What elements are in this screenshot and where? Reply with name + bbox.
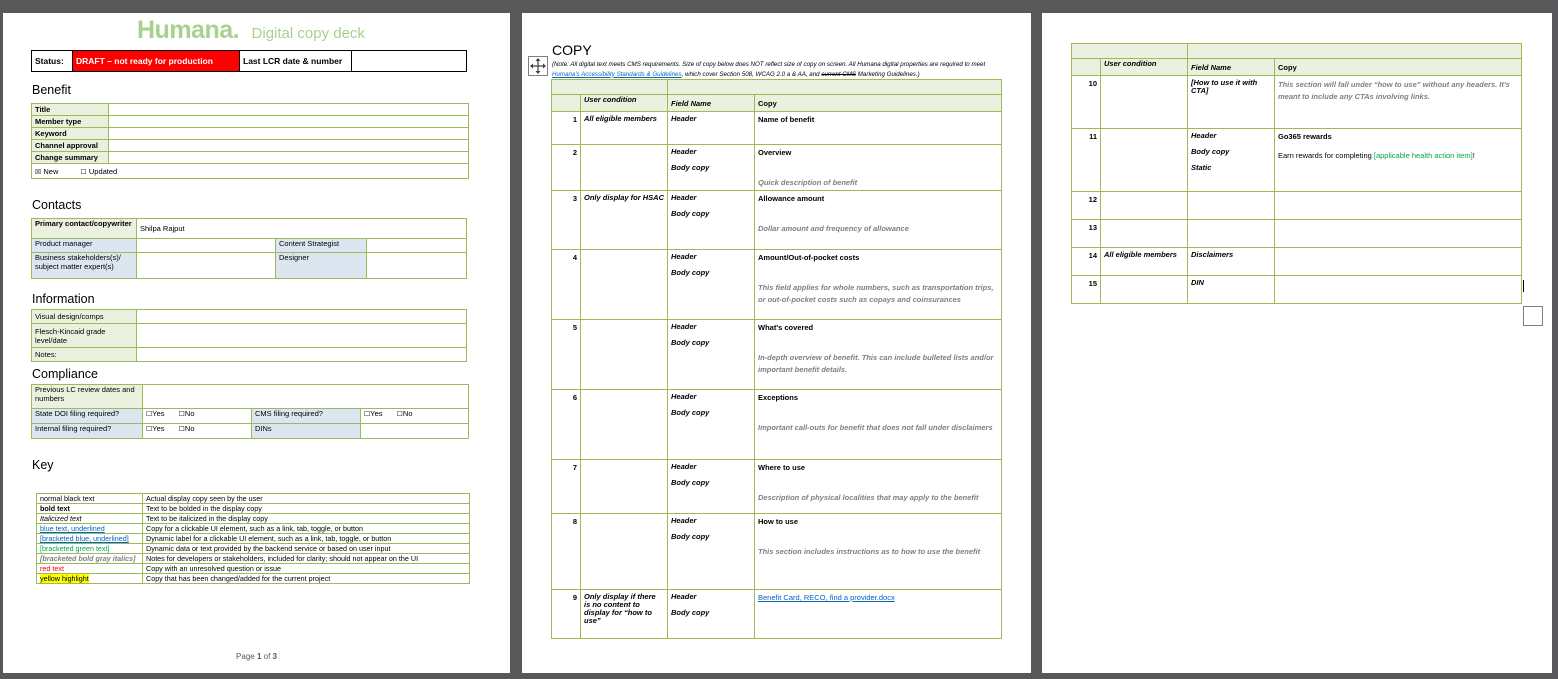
key-heading: Key	[32, 458, 54, 472]
field-name: Body copy	[671, 408, 710, 417]
dins-label: DINs	[252, 424, 361, 439]
cms-yes-checkbox[interactable]: ☐	[364, 410, 371, 418]
field-name: Header	[1191, 131, 1217, 140]
state-doi-label: State DOI filing required?	[32, 409, 143, 424]
field-name-cell[interactable]	[1188, 76, 1275, 129]
field-name: Body copy	[671, 338, 710, 347]
static-copy-text: !	[1472, 151, 1475, 160]
table-move-handle[interactable]	[528, 56, 548, 76]
user-condition-cell[interactable]	[1101, 129, 1188, 192]
page-label: Page	[236, 652, 257, 661]
field-name-cell[interactable]	[668, 590, 755, 639]
copy-cell[interactable]	[755, 250, 1002, 320]
key-description: Dynamic label for a clickable UI element, such as a link, tab, toggle, or button	[143, 534, 470, 544]
page-2	[522, 13, 1031, 673]
yes-label: Yes	[370, 409, 383, 418]
row-number: 9	[552, 590, 581, 639]
user-condition-cell[interactable]: All eligible members	[581, 112, 668, 145]
field-name: Header	[671, 462, 697, 471]
static-copy-text: Earn rewards for completing	[1278, 151, 1374, 160]
lcr-label: Last LCR date & number	[240, 51, 352, 72]
user-condition-cell[interactable]	[581, 514, 668, 590]
copy-cell[interactable]	[755, 191, 1002, 250]
user-condition-cell[interactable]: Only display if there is no content to display for “how to use”	[581, 590, 668, 639]
key-row	[37, 554, 470, 564]
copy-title: Name of benefit	[758, 115, 815, 124]
user-condition-header: User condition	[1101, 59, 1188, 76]
page-number: 1	[256, 652, 262, 661]
field-name-cell[interactable]	[668, 320, 755, 390]
cms-label: CMS filing required?	[252, 409, 361, 424]
table-title-cell	[668, 80, 1002, 95]
benefit-row-value[interactable]	[109, 152, 469, 164]
updated-label: Updated	[88, 166, 118, 176]
user-condition-cell[interactable]	[1101, 276, 1188, 304]
text-cursor	[1523, 280, 1524, 292]
internal-filing-options	[143, 424, 252, 439]
page-of: of	[261, 652, 273, 661]
copy-row	[552, 250, 1002, 320]
user-condition-cell[interactable]	[1101, 192, 1188, 220]
key-row	[37, 564, 470, 574]
row-number: 11	[1072, 129, 1101, 192]
copy-title: Overview	[758, 148, 792, 157]
row-number: 1	[552, 112, 581, 145]
field-name-cell[interactable]	[1188, 220, 1275, 248]
copy-row	[552, 514, 1002, 590]
row-number: 12	[1072, 192, 1101, 220]
static-copy	[1278, 151, 1518, 160]
benefit-table	[31, 103, 469, 179]
copy-title: Allowance amount	[758, 194, 825, 203]
copy-cell[interactable]	[755, 514, 1002, 590]
copy-cell[interactable]	[1275, 220, 1522, 248]
primary-contact-value[interactable]: Shilpa Rajput	[137, 219, 467, 239]
key-row	[37, 514, 470, 524]
field-name: [How to use it with CTA]	[1191, 78, 1258, 95]
internal-yes-checkbox[interactable]: ☐	[146, 425, 153, 433]
benefit-row-value[interactable]	[109, 116, 469, 128]
information-row-label: Notes:	[32, 348, 137, 362]
copy-row	[552, 145, 1002, 191]
row-number: 2	[552, 145, 581, 191]
key-description: Copy for a clickable UI element, such as a link, tab, toggle, or button	[143, 524, 470, 534]
key-row	[37, 504, 470, 514]
benefit-row	[32, 116, 469, 128]
key-row	[37, 524, 470, 534]
field-name: Header	[671, 322, 697, 331]
row-number: 6	[552, 390, 581, 460]
key-style-sample: Italicized text	[37, 514, 143, 524]
benefit-row	[32, 128, 469, 140]
user-condition-cell[interactable]	[581, 250, 668, 320]
key-table	[36, 493, 470, 584]
yes-label: Yes	[152, 424, 165, 433]
key-description: Copy with an unresolved question or issue	[143, 564, 470, 574]
no-label: No	[184, 409, 195, 418]
copy-row	[552, 112, 1002, 145]
copy-cell[interactable]	[1275, 129, 1522, 192]
key-style-sample: blue text, underlined	[37, 524, 143, 534]
field-name-cell[interactable]	[668, 460, 755, 514]
doc-header	[137, 16, 365, 45]
key-style-sample	[37, 574, 143, 584]
content-strategist-label: Content Strategist	[276, 239, 367, 253]
field-name-cell[interactable]	[668, 390, 755, 460]
page-footer	[3, 652, 510, 661]
copy-row	[1072, 276, 1522, 304]
state-doi-options	[143, 409, 252, 424]
field-name: Body copy	[671, 209, 710, 218]
benefit-row-label: Channel approval	[32, 140, 109, 152]
user-condition-cell[interactable]: Only display for HSAC	[581, 191, 668, 250]
cms-no-checkbox[interactable]: ☐	[396, 410, 403, 418]
user-condition-header: User condition	[581, 95, 668, 112]
key-description: Copy that has been changed/added for the current project	[143, 574, 470, 584]
benefit-heading: Benefit	[32, 83, 71, 97]
field-name-cell[interactable]	[1188, 129, 1275, 192]
copy-table	[551, 79, 1002, 639]
previous-review-label: Previous LC review dates and numbers	[32, 385, 143, 409]
num-header	[1072, 59, 1101, 76]
primary-contact-label: Primary contact/copywriter	[32, 219, 137, 239]
key-style-sample: [bracketed green text]	[37, 544, 143, 554]
status-label: Status:	[32, 51, 73, 72]
doc-title: Digital copy deck	[251, 25, 365, 42]
new-label: New	[43, 166, 59, 176]
field-name: Body copy	[671, 163, 710, 172]
humana-logo: Humana.	[137, 16, 240, 44]
field-name-cell[interactable]	[668, 191, 755, 250]
benefit-row-value[interactable]	[109, 140, 469, 152]
table-title-cell	[1188, 44, 1522, 59]
copy-header: Copy	[1275, 59, 1522, 76]
contacts-table	[31, 218, 467, 279]
row-number: 5	[552, 320, 581, 390]
information-heading: Information	[32, 292, 95, 306]
copy-cell[interactable]	[755, 145, 1002, 191]
field-name-cell[interactable]	[668, 112, 755, 145]
key-description: Dynamic data or text provided by the backend service or based on user input	[143, 544, 470, 554]
field-name: Body copy	[671, 478, 710, 487]
copy-row	[552, 390, 1002, 460]
row-number: 4	[552, 250, 581, 320]
copy-note-strike: current CMS	[821, 70, 857, 78]
field-name: Header	[671, 114, 697, 123]
compliance-table	[31, 384, 469, 439]
field-name-header: Field Name	[668, 95, 755, 112]
user-condition-cell[interactable]	[581, 390, 668, 460]
information-row	[32, 310, 467, 324]
user-condition-cell[interactable]	[581, 320, 668, 390]
copy-note-gray: Description of physical localities that may apply to the benefit	[758, 493, 979, 502]
copy-row	[1072, 192, 1522, 220]
key-row	[37, 544, 470, 554]
key-style-sample: [bracketed bold gray italics]	[37, 554, 143, 564]
key-description: Text to be bolded in the display copy	[143, 504, 470, 514]
benefit-row	[32, 104, 469, 116]
table-resize-handle[interactable]	[1523, 306, 1543, 326]
copy-row	[552, 320, 1002, 390]
no-label: No	[184, 424, 195, 433]
copy-row	[552, 191, 1002, 250]
product-manager-value[interactable]	[137, 239, 276, 253]
user-condition-cell[interactable]	[581, 460, 668, 514]
key-style-sample: [bracketed blue, underlined]	[37, 534, 143, 544]
copy-title: Go365 rewards	[1278, 132, 1332, 141]
benefit-row-label: Member type	[32, 116, 109, 128]
field-name: DIN	[1191, 278, 1204, 287]
row-number: 8	[552, 514, 581, 590]
copy-row	[552, 460, 1002, 514]
status-table	[31, 50, 467, 72]
copy-note-text: , which cover Section 508, WCAG 2.0 a & AA, and	[681, 70, 822, 78]
field-name: Body copy	[671, 532, 710, 541]
information-table	[31, 309, 467, 362]
copy-row	[1072, 76, 1522, 129]
field-name: Header	[671, 147, 697, 156]
field-name: Header	[671, 592, 697, 601]
benefit-card-link[interactable]: Benefit Card, RECO, find a provider.docx	[758, 593, 895, 602]
copy-note-gray: This section includes instructions as to how to use the benefit	[758, 547, 981, 556]
benefit-row-value[interactable]	[109, 104, 469, 116]
copy-header: Copy	[755, 95, 1002, 112]
internal-filing-label: Internal filing required?	[32, 424, 143, 439]
internal-no-checkbox[interactable]: ☐	[178, 425, 185, 433]
field-name: Body copy	[1191, 147, 1230, 156]
benefit-new-updated	[32, 164, 469, 179]
user-condition-cell[interactable]	[1101, 220, 1188, 248]
copy-cell[interactable]	[1275, 248, 1522, 276]
field-name: Static	[1191, 163, 1212, 172]
key-style-sample: bold text	[37, 504, 143, 514]
dynamic-green-text: [applicable health action item]	[1373, 151, 1473, 160]
copy-note-gray: Dollar amount and frequency of allowance	[758, 224, 909, 233]
field-name: Header	[671, 252, 697, 261]
table-title-cell	[552, 80, 668, 95]
field-name-header: Field Name	[1188, 59, 1275, 76]
row-number: 14	[1072, 248, 1101, 276]
information-row	[32, 348, 467, 362]
field-name-cell[interactable]	[1188, 248, 1275, 276]
accessibility-link[interactable]: Humana's Accessibility Standards & Guidelines	[552, 70, 682, 78]
content-strategist-value[interactable]	[367, 239, 467, 253]
page-3	[1042, 13, 1552, 673]
copy-note-gray: Quick description of benefit	[758, 178, 858, 187]
field-name-cell[interactable]	[1188, 276, 1275, 304]
copy-row	[1072, 220, 1522, 248]
compliance-heading: Compliance	[32, 367, 99, 381]
field-name: Body copy	[671, 608, 710, 617]
row-number: 10	[1072, 76, 1101, 129]
copy-cell[interactable]	[1275, 192, 1522, 220]
user-condition-cell[interactable]	[581, 145, 668, 191]
key-style-sample: normal black text	[37, 494, 143, 504]
copy-cell[interactable]	[755, 320, 1002, 390]
copy-cell[interactable]	[755, 590, 1002, 639]
copy-title: How to use	[758, 517, 799, 526]
copy-note-gray: This section will fall under “how to use” without any headers. It's meant to include any CTAs involving links.	[1278, 80, 1510, 101]
benefit-row-value[interactable]	[109, 128, 469, 140]
designer-value[interactable]	[367, 253, 467, 279]
benefit-row-label: Keyword	[32, 128, 109, 140]
field-name: Header	[671, 516, 697, 525]
state-doi-yes-checkbox[interactable]: ☐	[146, 410, 153, 418]
stakeholders-label: Business stakeholders(s)/ subject matter expert(s)	[32, 253, 137, 279]
copy-row	[552, 590, 1002, 639]
table-title-cell	[1072, 44, 1188, 59]
benefit-row-label: Change summary	[32, 152, 109, 164]
copy-cell[interactable]	[755, 112, 1002, 145]
updated-checkbox[interactable]: ☐	[80, 167, 87, 176]
copy-row	[1072, 248, 1522, 276]
information-row-label: Flesch-Kincaid grade level/date	[32, 324, 137, 348]
designer-label: Designer	[276, 253, 367, 279]
field-name: Body copy	[671, 268, 710, 277]
key-style-sample: red text	[37, 564, 143, 574]
copy-title: Where to use	[758, 463, 806, 472]
page-1	[3, 13, 510, 673]
yes-label: Yes	[152, 409, 165, 418]
no-label: No	[402, 409, 413, 418]
field-name-cell[interactable]	[668, 250, 755, 320]
key-row	[37, 534, 470, 544]
copy-note-gray: Important call-outs for benefit that does not fall under disclaimers	[758, 423, 993, 432]
field-name-cell[interactable]	[1188, 192, 1275, 220]
copy-note-text: Marketing Guidelines.)	[856, 70, 920, 78]
status-value: DRAFT – not ready for production	[73, 51, 240, 72]
user-condition-cell[interactable]	[1101, 76, 1188, 129]
copy-table-continued	[1071, 43, 1522, 304]
copy-note-gray: This field applies for whole numbers, such as transportation trips, or out-of-pocket costs such as copays and coinsurances	[758, 283, 994, 304]
lcr-value[interactable]	[352, 51, 467, 72]
information-row-value[interactable]	[137, 324, 467, 348]
key-row	[37, 494, 470, 504]
contacts-heading: Contacts	[32, 198, 82, 212]
field-name: Header	[671, 193, 697, 202]
row-number: 15	[1072, 276, 1101, 304]
user-condition-cell[interactable]: All eligible members	[1101, 248, 1188, 276]
benefit-row	[32, 152, 469, 164]
row-number: 7	[552, 460, 581, 514]
cms-options	[361, 409, 469, 424]
stakeholders-value[interactable]	[137, 253, 276, 279]
key-description: Actual display copy seen by the user	[143, 494, 470, 504]
field-name: Header	[671, 392, 697, 401]
field-name-cell[interactable]	[668, 145, 755, 191]
copy-cell[interactable]	[1275, 276, 1522, 304]
copy-cell[interactable]	[755, 460, 1002, 514]
copy-title: Amount/Out-of-pocket costs	[758, 253, 860, 262]
key-row	[37, 574, 470, 584]
copy-note-text: (Note: All digital text meets CMS requirements. Size of copy below does NOT reflect size of copy on screen. All Humana digital properties are required to meet	[552, 61, 986, 68]
copy-title: What's covered	[758, 323, 814, 332]
copy-note	[552, 60, 1007, 79]
information-row	[32, 324, 467, 348]
information-row-label: Visual design/comps	[32, 310, 137, 324]
new-checkbox[interactable]: ☒	[35, 167, 42, 176]
copy-cell[interactable]	[1275, 76, 1522, 129]
move-icon	[529, 57, 547, 75]
row-number: 3	[552, 191, 581, 250]
page-total: 3	[272, 652, 277, 661]
copy-row	[1072, 129, 1522, 192]
information-row-value[interactable]	[137, 310, 467, 324]
key-description: Notes for developers or stakeholders, included for clarity; should not appear on the UI	[143, 554, 470, 564]
key-description: Text to be italicized in the display copy	[143, 514, 470, 524]
copy-note-gray: In-depth overview of benefit. This can include bulleted lists and/or important benefit details.	[758, 353, 994, 374]
benefit-row-label: Title	[32, 104, 109, 116]
copy-cell[interactable]	[755, 390, 1002, 460]
copy-title: Exceptions	[758, 393, 799, 402]
num-header	[552, 95, 581, 112]
previous-review-value[interactable]	[143, 385, 469, 409]
field-name-cell[interactable]	[668, 514, 755, 590]
row-number: 13	[1072, 220, 1101, 248]
field-name: Disclaimers	[1191, 250, 1234, 259]
product-manager-label: Product manager	[32, 239, 137, 253]
dins-value[interactable]	[361, 424, 469, 439]
copy-heading: COPY	[552, 42, 592, 58]
state-doi-no-checkbox[interactable]: ☐	[178, 410, 185, 418]
benefit-row	[32, 140, 469, 152]
yellow-highlight-sample: yellow highlight	[40, 574, 89, 583]
information-row-value[interactable]	[137, 348, 467, 362]
